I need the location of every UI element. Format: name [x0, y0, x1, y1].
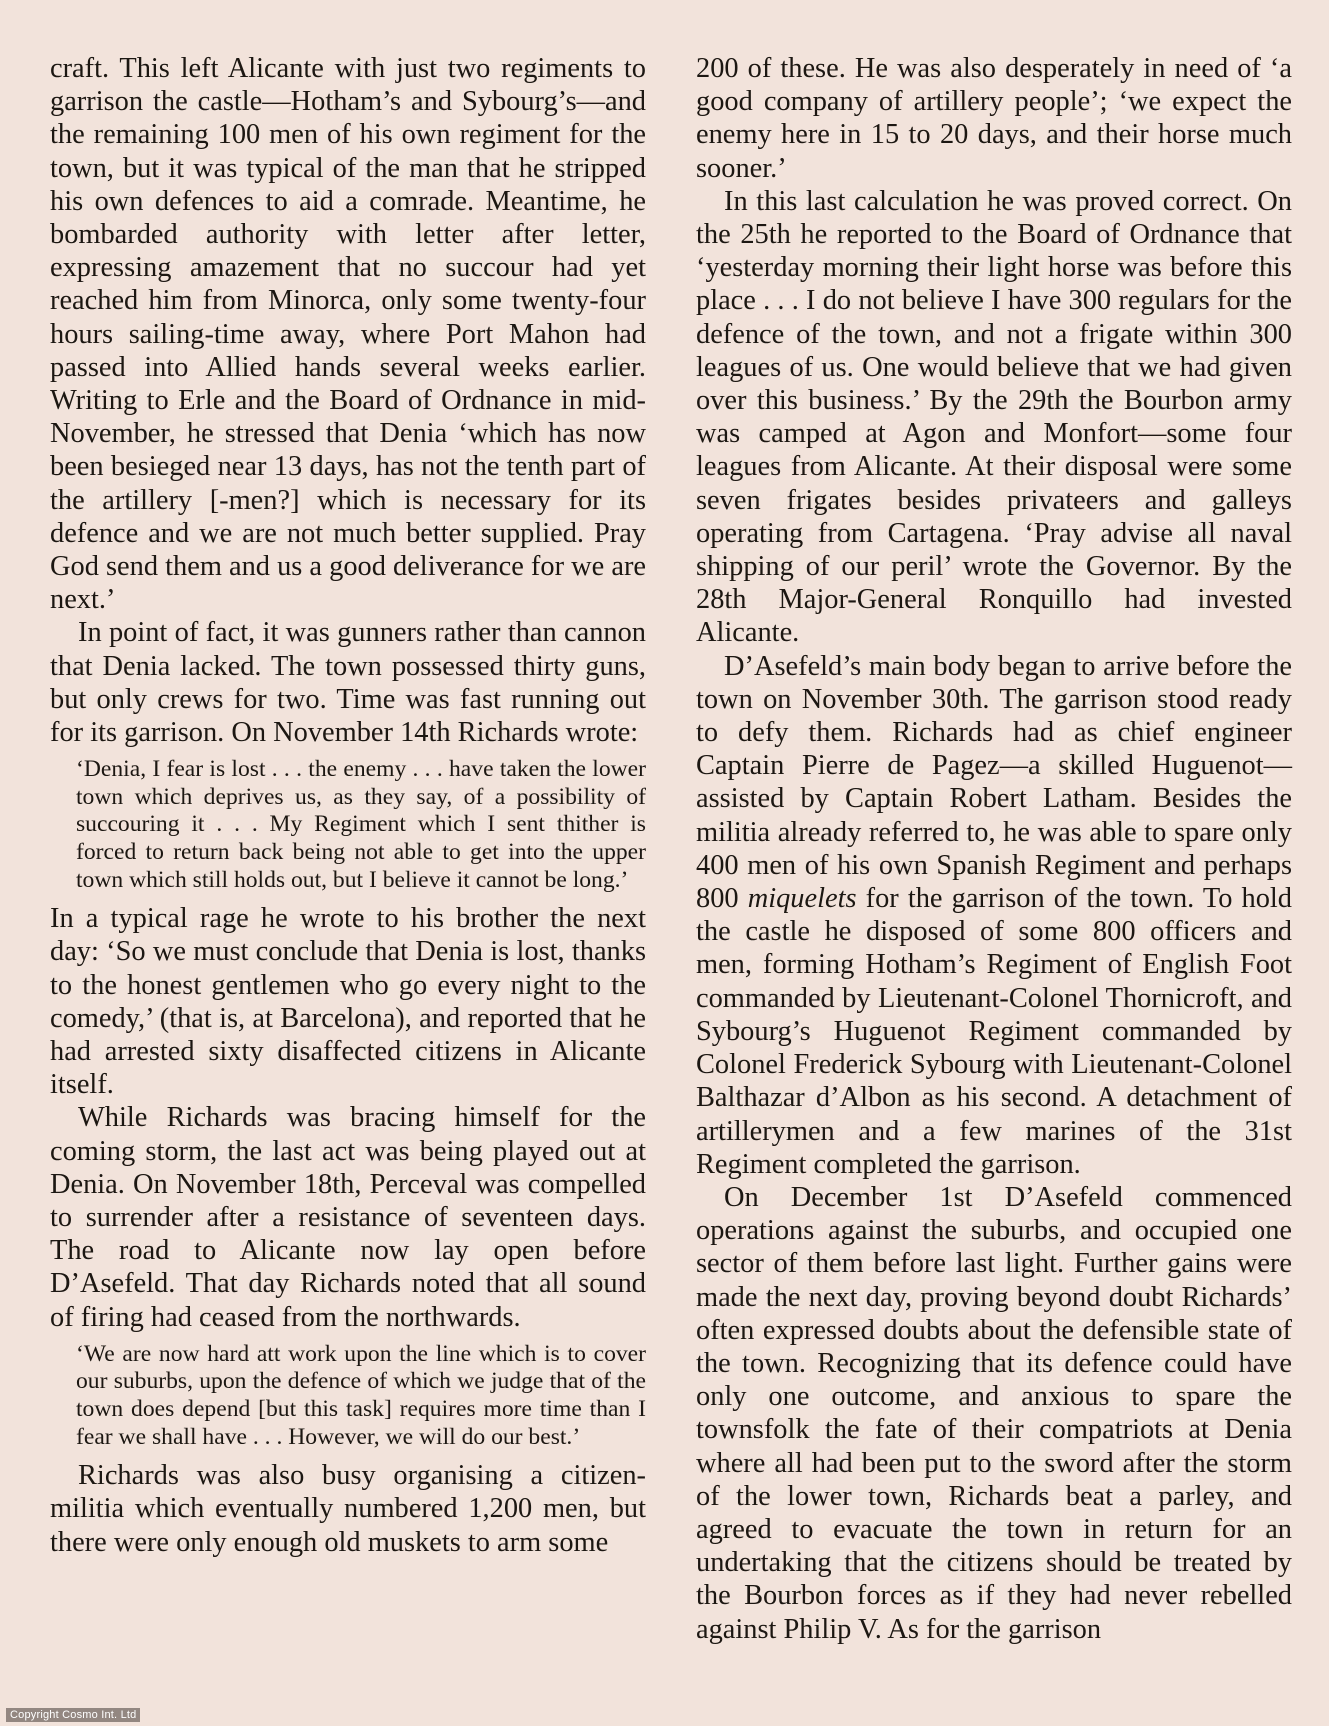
block-quote-denia: ‘Denia, I fear is lost . . . the enemy . . . have taken the lower town which deprives us, as they say, of a possibility of succouring it . . . My Regiment which I sent thither is forced to return back being not able to get into the upper town which still holds out, but I believe it cannot be long.’ — [76, 756, 646, 893]
right-column — [696, 52, 1292, 1646]
right-paragraph-3 — [696, 650, 1292, 1181]
miquelets-italic: miquelets — [747, 883, 857, 915]
right-paragraph-3-end: for the garrison of the town. To hold the castle he disposed of some 800 officers and men, forming Hotham’s Regiment of English Foot commanded by Lieutenant-Colonel Thornicroft, and Sybourg’s Huguenot Regiment commanded by Colonel Frederick Sybourg with Lieutenant-Colonel Balthazar d’Albon as his second. A detachment of artillerymen and a few marines of the 31st Regiment completed the garrison. — [696, 883, 1292, 1180]
left-paragraph-5: Richards was also busy organising a citizen-militia which eventually numbered 1,200 men, but there were only enough old muskets to arm some — [50, 1460, 646, 1558]
copyright-watermark: Copyright Cosmo Int. Ltd — [6, 1708, 140, 1722]
right-paragraph-2: In this last calculation he was proved correct. On the 25th he reported to the Board of Ordnance that ‘yesterday morning their light horse was before this place . . . I do not believe I have 300 regulars for the defence of the town, and not a frigate within 300 leagues of us. One would believe that we had given over this business.’ By the 29th the Bourbon army was camped at Agon and Monfort—some four leagues from Alicante. At their disposal were some seven frigates besides privateers and galleys operating from Cartagena. ‘Pray advise all naval shipping of our peril’ wrote the Governor. By the 28th Major-General Ronquillo had invested Alicante. — [696, 185, 1292, 649]
left-column — [50, 52, 646, 1559]
right-paragraph-1: 200 of these. He was also desperately in need of ‘a good company of artillery people’; ‘we expect the enemy here in 15 to 20 days, and their horse much sooner.’ — [696, 53, 1292, 184]
right-paragraph-4: On December 1st D’Asefeld commenced operations against the suburbs, and occupied one sector of them before last light. Further gains were made the next day, proving beyond doubt Richards’ often expressed doubts about the defensible state of the town. Recognizing that its defence could have only one outcome, and anxious to spare the townsfolk the fate of their compatriots at Denia where all had been put to the sword after the storm of the lower town, Richards beat a parley, and agreed to evacuate the town in return for an undertaking that the citizens should be treated by the Bourbon forces as if they had never rebelled against Philip V. As for the garrison — [696, 1181, 1292, 1645]
right-paragraph-3-start: D’Asefeld’s main body began to arrive before the town on November 30th. The garrison stood ready to defy them. Richards had as chief engineer Captain Pierre de Pagez—a skilled Huguenot—assisted by Captain Robert Latham. Besides the militia already referred to, he was able to spare only 400 men of his own Spanish Regiment and perhaps 800 — [696, 650, 1292, 915]
left-paragraph-3: In a typical rage he wrote to his brother the next day: ‘So we must conclude that Denia is lost, thanks to the honest gentlemen who go every night to the comedy,’ (that is, at Barcelona), and reported that he had arrested sixty disaffected citizens in Alicante itself. — [50, 903, 646, 1101]
left-paragraph-4: While Richards was bracing himself for the coming storm, the last act was being played out at Denia. On November 18th, Perceval was compelled to surrender after a resistance of seventeen days. The road to Alicante now lay open before D’Asefeld. That day Richards noted that all sound of firing had ceased from the northwards. — [50, 1102, 646, 1333]
block-quote-suburbs: ‘We are now hard att work upon the line which is to cover our suburbs, upon the defence of which we judge that of the town does depend [but this task] requires more time than I fear we shall have . . . However, we will do our best.’ — [76, 1340, 646, 1450]
left-paragraph-2: In point of fact, it was gunners rather than cannon that Denia lacked. The town possessed thirty guns, but only crews for two. Time was fast running out for its garrison. On November 14th Richards wrote: — [50, 617, 646, 749]
left-paragraph-1: craft. This left Alicante with just two regiments to garrison the castle—Hotham’s and Sybourg’s—and the remaining 100 men of his own regiment for the town, but it was typical of the man that he stripped his own defences to aid a comrade. Meantime, he bombarded authority with letter after letter, expressing amazement that no succour had yet reached him from Minorca, only some twenty-four hours sailing-time away, where Port Mahon had passed into Allied hands several weeks earlier. Writing to Erle and the Board of Ordnance in mid-November, he stressed that Denia ‘which has now been besieged near 13 days, has not the tenth part of the artillery [-men?] which is necessary for its defence and we are not much better supplied. Pray God send them and us a good deliverance for we are next.’ — [50, 53, 646, 616]
